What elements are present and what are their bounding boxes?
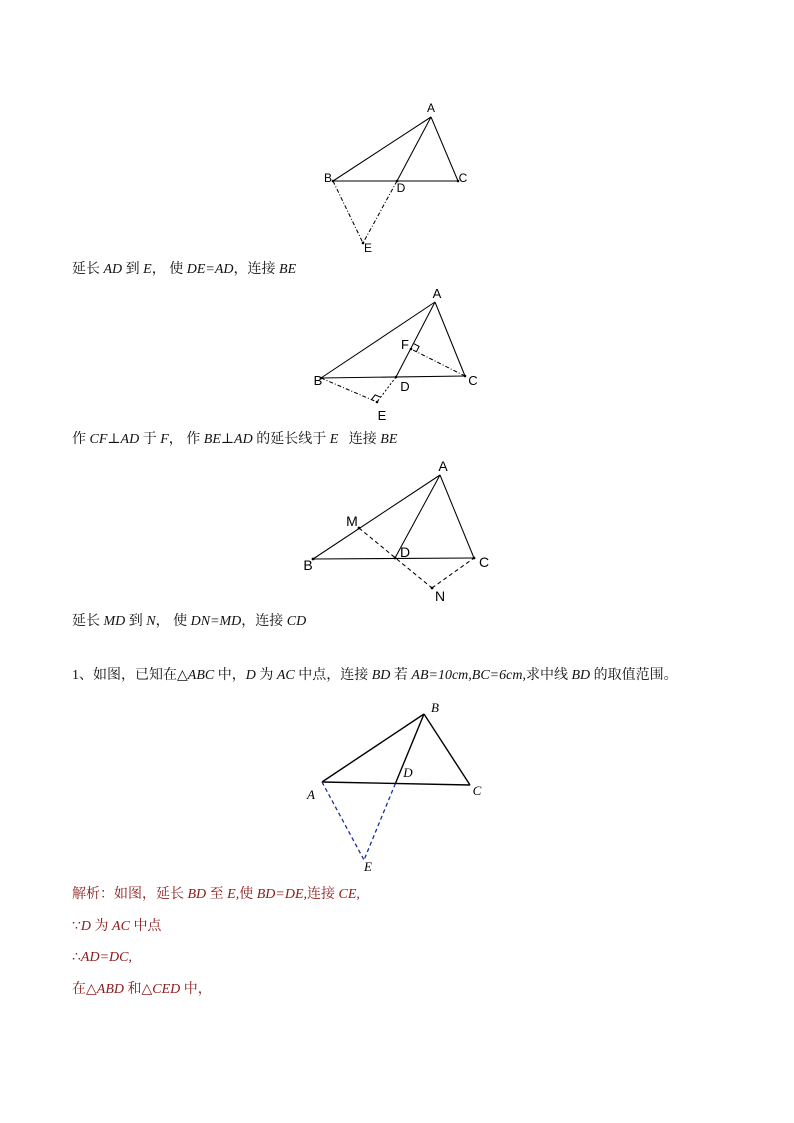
solution-line-4 (72, 982, 212, 998)
math-run: E, (227, 887, 240, 902)
text-run: 作 (72, 432, 90, 447)
text-run: 到 (122, 262, 144, 277)
math-run: CD (286, 614, 307, 629)
math-run: E (329, 432, 339, 447)
text-run: 使 (239, 887, 257, 902)
math-run: MD (103, 614, 126, 629)
label-e: E (377, 408, 387, 423)
figure-4-problem-diagram (295, 695, 500, 875)
text-run: 若 (390, 668, 412, 683)
math-run: BE (279, 262, 297, 277)
label-e: E (364, 859, 372, 874)
label-n: N (434, 588, 446, 604)
math-run: BE (380, 432, 398, 447)
math-run: ABD (96, 982, 124, 997)
math-run: AB=10cm,BC=6cm, (411, 668, 526, 683)
label-c: C (458, 171, 468, 185)
math-run: CE, (338, 887, 360, 902)
label-d: D (396, 181, 406, 195)
text-run: 中点，连接 (294, 668, 372, 683)
math-run: BD=DE, (256, 887, 308, 902)
segment-ab (313, 475, 440, 559)
text-run: 为 (91, 919, 113, 934)
math-run: AD (103, 262, 123, 277)
point-m (358, 527, 361, 530)
figure-3-extend-md (290, 455, 500, 605)
text-run: 和△ (124, 982, 153, 997)
segment-nc-auxiliary (432, 558, 474, 588)
text-run: ，连接 (241, 614, 287, 629)
segment-be-auxiliary (333, 181, 363, 243)
label-d: D (400, 379, 410, 394)
text-run: 到 (125, 614, 147, 629)
math-run: D (80, 919, 92, 934)
right-angle-marker-e (372, 395, 381, 400)
solution-line-3 (72, 950, 132, 966)
segment-ac (435, 302, 465, 376)
label-a: A (432, 286, 442, 301)
label-e: E (363, 241, 373, 255)
segment-bc (321, 376, 465, 378)
text-run: 延长 (72, 262, 104, 277)
caption-extend-md (72, 614, 306, 630)
text-run: ∴ (72, 950, 81, 965)
math-run: N (146, 614, 156, 629)
text-run: 连接 (307, 887, 339, 902)
point-e (376, 401, 379, 404)
math-run: AD=DC, (80, 950, 132, 965)
point-d (395, 376, 398, 379)
segment-ae-auxiliary (322, 782, 364, 860)
segment-ac (440, 475, 474, 558)
math-run: DN=MD (190, 614, 242, 629)
math-run: E (143, 262, 152, 277)
figure-2-perpendiculars (300, 280, 490, 422)
math-run: BD (187, 887, 207, 902)
text-run: 求中线 (525, 668, 572, 683)
label-b: B (323, 171, 333, 185)
math-run: F (160, 432, 169, 447)
label-a: A (307, 787, 315, 802)
label-c: C (472, 783, 482, 798)
text-run: 中， (214, 668, 246, 683)
text-run: 中， (180, 982, 212, 997)
segment-ad (397, 117, 431, 181)
caption-perpendiculars (72, 432, 397, 448)
point-b (332, 180, 335, 183)
point-f (410, 348, 413, 351)
math-run: CED (152, 982, 181, 997)
segment-ab (321, 302, 435, 378)
label-d: D (403, 765, 413, 780)
point-n (431, 587, 434, 590)
text-run: 连接 (338, 432, 381, 447)
math-run: AC (112, 919, 130, 934)
solution-line-1 (72, 887, 360, 903)
figure-1-extend-median (300, 95, 490, 260)
math-run: ABC (187, 668, 215, 683)
caption-extend-ad (72, 262, 296, 278)
segment-cf-perpendicular (411, 349, 465, 376)
text-run: 延长 (72, 614, 104, 629)
text-run: ，连接 (233, 262, 280, 277)
text-run: 至 (206, 887, 228, 902)
label-a: A (426, 101, 436, 115)
problem-1-statement (72, 668, 678, 684)
text-run: ， 使 (155, 614, 191, 629)
text-run: 的取值范围。 (590, 668, 678, 683)
point-c (464, 375, 467, 378)
segment-ac (431, 117, 458, 181)
segment-be-perpendicular (321, 378, 377, 402)
point-d (394, 557, 397, 560)
math-run: BD (571, 668, 591, 683)
text-run: ， 作 (168, 432, 204, 447)
label-b: B (313, 373, 323, 388)
text-run: ， 使 (151, 262, 187, 277)
label-d: D (399, 544, 411, 560)
text-run: 的延长线于 (252, 432, 330, 447)
text-run: ∵ (72, 919, 81, 934)
text-run: 在△ (72, 982, 97, 997)
segment-bc (313, 558, 474, 559)
label-m: M (346, 513, 358, 529)
label-a: A (438, 458, 448, 474)
text-run: 1、如图，已知在△ (72, 668, 188, 683)
label-c: C (468, 373, 478, 388)
text-run: 于 (139, 432, 161, 447)
math-run: D (245, 668, 256, 683)
math-run: AC (276, 668, 295, 683)
solution-line-2 (72, 919, 161, 935)
label-f: F (401, 337, 409, 352)
text-run: 为 (255, 668, 277, 683)
math-run: CF⊥AD (89, 432, 140, 447)
label-b: B (303, 557, 313, 573)
math-run: BD (371, 668, 391, 683)
segment-de-extension (377, 377, 396, 402)
text-run: 中点 (129, 919, 162, 934)
label-c: C (478, 554, 490, 570)
math-run: BE⊥AD (203, 432, 253, 447)
point-c (473, 557, 476, 560)
math-run: DE=AD (186, 262, 234, 277)
segment-bc (424, 714, 470, 785)
text-run: 解析：如图，延长 (72, 887, 188, 902)
label-b: B (431, 700, 439, 715)
segment-ab (333, 117, 431, 181)
segment-de-auxiliary (363, 181, 397, 243)
segment-de-auxiliary (364, 784, 395, 861)
